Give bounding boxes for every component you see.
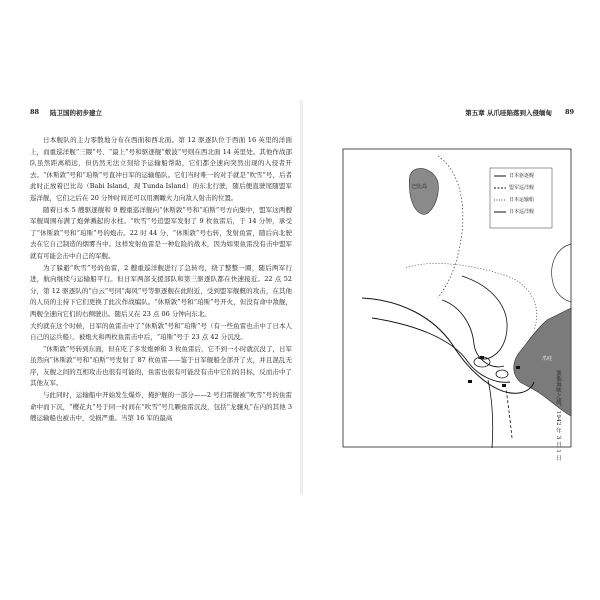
legend-label: 盟军巡洋舰 [509, 185, 535, 191]
track-loop [496, 370, 508, 378]
right-running-head [304, 108, 574, 118]
ship-marker [516, 366, 520, 369]
track-line [362, 298, 534, 393]
ship-marker [502, 384, 506, 387]
legend-label: 日本驱逐舰 [509, 173, 535, 179]
dotted-track-2 [406, 263, 537, 330]
track-line [442, 300, 504, 367]
island-label: 巴比岛 [412, 184, 428, 190]
track-line [462, 276, 507, 359]
coastline-north [552, 244, 571, 302]
left-body-text [30, 135, 292, 425]
right-page-number: 89 [564, 108, 574, 116]
legend-label: 日本巡洋舰 [509, 209, 535, 215]
battle-map-svg [342, 148, 572, 448]
left-page [30, 108, 300, 488]
left-running-head [30, 108, 300, 118]
track-line [488, 380, 493, 448]
paragraph: 随着日本 5 艘驱逐舰和 9 艘重巡洋舰向“休斯敦”号和“珀斯”号方向集中，盟军这两艘军舰周围布满了炮弹溅起的水柱。“吹雪”号追盟军发射了 9 枚鱼雷后，于 14 分钟，承受了“休斯敦”号和“珀斯”号的炮击。22 时 44 分，“休斯敦”号右转，发射鱼雷，随后向北驶去在它自己制造的烟雾当中。这样发射鱼雷是一种危险的战术，因为如果鱼雷没有击中盟军就有可能会击中自己的军舰。 [30, 205, 292, 260]
legend-label: 日本运输船 [509, 197, 535, 203]
paragraph: 为了躲避“吹雪”号的鱼雷，2 艘重巡洋舰进行了急转弯，绕了整整一圈，随后两军行进，航向继续与运输船平行。但日军两部支援部队和第三驱逐队都在快速接近。22 点 52 分，第 12 驱逐队的“白云”号同“海风”号等驱逐舰在此附近，受到盟军舰艇的攻击，在其他的人员的主持下它们更换了此次作战编队。“休斯敦”号和“珀斯”号开火，但没有命中敌舰，两舰全速向它们的右侧驶出。随后又在 23 点 06 分钟向东北。 [30, 263, 292, 318]
page-gutter [300, 100, 303, 495]
ship-marker [468, 380, 472, 383]
track-line [372, 318, 510, 382]
right-page [304, 108, 574, 488]
battle-map [342, 148, 572, 448]
paragraph: 日本舰队的主力零散地分布在西面和西北面。第 12 驱逐队位于西面 16 英里的洋面上，而重巡洋舰“三隈”号、“最上”号和驱逐舰“敷波”号则在西北面 14 英里处。其他作战部队虽然距离稍远，但仍然无法立刻给予运输船帮助，它们都全速向突然出现的入侵者开去。“休斯敦”号和“珀斯”号直冲日军的运输船队。它们当时唯一的对手就是“吹雪”号，后者此时正放着巴比岛（Babi Island，现 Tunda Island）的东北行驶，随后便直驶尾随盟军巡洋舰，它们之后在 20 分钟时间还可以用测瞰火力向敌人射击的位置。 [30, 136, 292, 202]
paragraph: 大约就在这个时候，日军的鱼雷击中了“休斯敦”号和“珀斯”号（有一些鱼雷也击中了日本人自己的运兵船）。被炮火和两枚鱼雷击中后，“珀斯”号于 23 点 42 分沉没。 [30, 321, 292, 342]
left-page-number: 88 [30, 108, 40, 116]
left-running-title: 陆卫国的初步建立 [50, 109, 102, 117]
right-running-title: 第五章 从爪哇陷落到入侵缅甸 [465, 109, 552, 117]
paragraph: “休斯敦”号转到东面，但在吃了多发炮弹和 3 枚鱼雷后，它不到一小时就沉没了，日军虽然向“休斯敦”号和“珀斯”号发射了 87 枚鱼雷——鉴于日军舰船全部开了火，并且混乱无序，友舰之间的互相攻击也很有可能的，鱼雷也很有可能没有击中它们的目标，反而击中了其他友军。 [30, 344, 292, 388]
island-shape [409, 169, 438, 215]
map-caption: 巽他海峡之战，1942 年 3 月 1 日 [555, 370, 561, 462]
java-label: 爪哇 [542, 356, 553, 362]
paragraph: 与此同时，运输船中开始发生爆炸，掩护舰的一部分——2 号扫雷舰被“吹雪”号的鱼雷命中而下沉，“樱花丸”号于同一时间在“吹雪”号几颗鱼雷沉没，包括“龙骧丸”在内的其他 3 艘运输船也被击中，受损严重。当第 16 军的最高 [30, 391, 292, 423]
track-line [506, 388, 512, 438]
dotted-track [438, 156, 463, 298]
ship-marker [480, 356, 484, 359]
java-coast-shape [514, 308, 571, 416]
